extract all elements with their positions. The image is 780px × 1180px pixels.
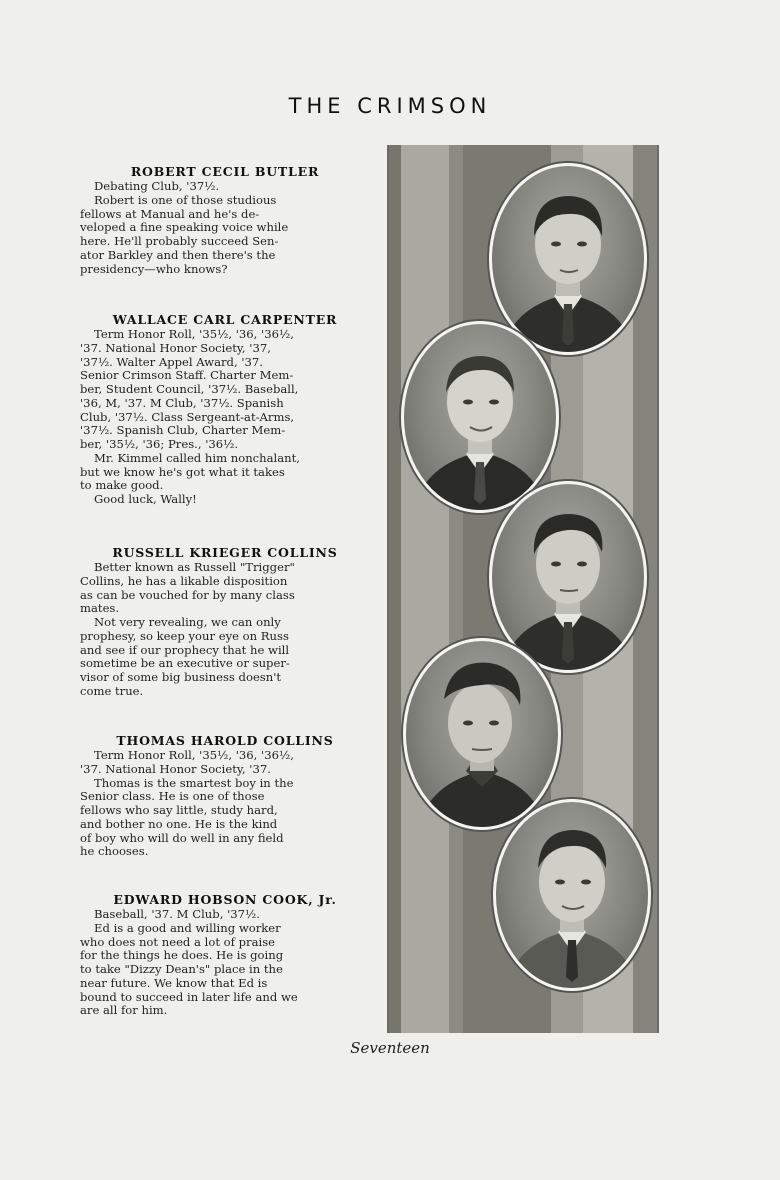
bio-line: Term Honor Roll, '35½, '36, '36½, bbox=[94, 327, 294, 341]
bio-line: Mr. Kimmel called him nonchalant, bbox=[94, 450, 300, 465]
bio-line: Term Honor Roll, '35½, '36, '36½, bbox=[94, 748, 294, 762]
bio-line: ator Barkley and then there's the bbox=[80, 247, 276, 262]
bio-line: mates. bbox=[80, 601, 120, 616]
bio-name: THOMAS HAROLD COLLINS bbox=[116, 733, 334, 748]
bio-line: visor of some big business doesn't bbox=[80, 670, 282, 684]
bio-line: Good luck, Wally! bbox=[94, 492, 197, 506]
bio-line: Ed is a good and willing worker bbox=[94, 920, 281, 935]
bio-line: '37. National Honor Society, '37. bbox=[80, 761, 271, 776]
bio-line: near future. We know that Ed is bbox=[80, 975, 268, 990]
bio-line: Collins, he has a likable disposition bbox=[80, 573, 288, 588]
bio-line: bound to succeed in later life and we bbox=[80, 989, 298, 1004]
bio-line: Baseball, '37. M Club, '37½. bbox=[94, 907, 260, 921]
bio-line: and bother no one. He is the kind bbox=[80, 816, 278, 831]
bio-line: of boy who will do well in any field bbox=[80, 830, 284, 845]
bio-line: Debating Club, '37½. bbox=[94, 179, 220, 193]
bio-line: Robert is one of those studious bbox=[94, 192, 277, 207]
bio-line: ber, Student Council, '37½. Baseball, bbox=[80, 382, 299, 396]
bio-line: Club, '37½. Class Sergeant-at-Arms, bbox=[80, 409, 295, 424]
portrait-edward-cook bbox=[493, 799, 651, 991]
bio-line: for the things he does. He is going bbox=[80, 948, 284, 963]
bio-edward-cook bbox=[80, 892, 370, 1018]
bio-line: here. He'll probably succeed Sen- bbox=[80, 234, 279, 248]
portrait-figure bbox=[496, 802, 648, 988]
page-title: THE CRIMSON bbox=[288, 94, 492, 118]
bio-line: come true. bbox=[80, 683, 144, 698]
bio-line: are all for him. bbox=[80, 1003, 168, 1018]
bio-line: fellows who say little, study hard, bbox=[80, 803, 278, 817]
bio-line: Better known as Russell "Trigger" bbox=[94, 560, 295, 574]
page-number: Seventeen bbox=[350, 1039, 430, 1057]
bio-line: to make good. bbox=[80, 478, 164, 493]
bio-name: RUSSELL KRIEGER COLLINS bbox=[112, 545, 338, 560]
bio-line: fellows at Manual and he's de- bbox=[80, 206, 260, 221]
bio-line: sometime be an executive or super- bbox=[80, 656, 290, 671]
bio-thomas-collins bbox=[80, 733, 370, 859]
photo-strip bbox=[387, 145, 659, 1033]
portrait-figure bbox=[404, 324, 556, 510]
bio-line: prophesy, so keep your eye on Russ bbox=[80, 628, 289, 643]
bio-line: presidency—who knows? bbox=[80, 261, 228, 276]
bio-line: ber, '35½, '36; Pres., '36½. bbox=[80, 437, 239, 451]
bio-line: but we know he's got what it takes bbox=[80, 464, 285, 479]
bio-line: '36, M, '37. M Club, '37½. Spanish bbox=[80, 395, 284, 410]
bio-line: '37½. Spanish Club, Charter Mem- bbox=[80, 423, 286, 438]
bio-wallace-carpenter bbox=[80, 312, 370, 507]
background-stripe bbox=[401, 145, 449, 1033]
bio-name: ROBERT CECIL BUTLER bbox=[130, 164, 320, 179]
bio-line: veloped a fine speaking voice while bbox=[80, 220, 289, 235]
bio-name: EDWARD HOBSON COOK, Jr. bbox=[113, 892, 337, 907]
bio-line: '37. National Honor Society, '37, bbox=[80, 340, 271, 355]
bio-line: Senior Crimson Staff. Charter Mem- bbox=[80, 368, 294, 383]
bio-line: to take "Dizzy Dean's" place in the bbox=[80, 962, 283, 976]
bio-line: Not very revealing, we can only bbox=[94, 615, 281, 629]
bio-line: as can be vouched for by many class bbox=[80, 587, 295, 602]
background-stripe bbox=[449, 145, 463, 1033]
bio-robert-butler bbox=[80, 164, 370, 276]
bio-line: Thomas is the smartest boy in the bbox=[94, 775, 294, 790]
bio-line: '37½. Walter Appel Award, '37. bbox=[80, 354, 263, 369]
portrait-figure bbox=[406, 641, 558, 827]
bio-russell-collins bbox=[80, 545, 370, 699]
background-stripe bbox=[389, 145, 401, 1033]
bio-line: Senior class. He is one of those bbox=[80, 789, 265, 804]
bio-line: and see if our prophecy that he will bbox=[80, 642, 290, 657]
bio-line: who does not need a lot of praise bbox=[80, 934, 276, 949]
bio-name: WALLACE CARL CARPENTER bbox=[112, 312, 338, 327]
bio-line: he chooses. bbox=[80, 844, 149, 859]
